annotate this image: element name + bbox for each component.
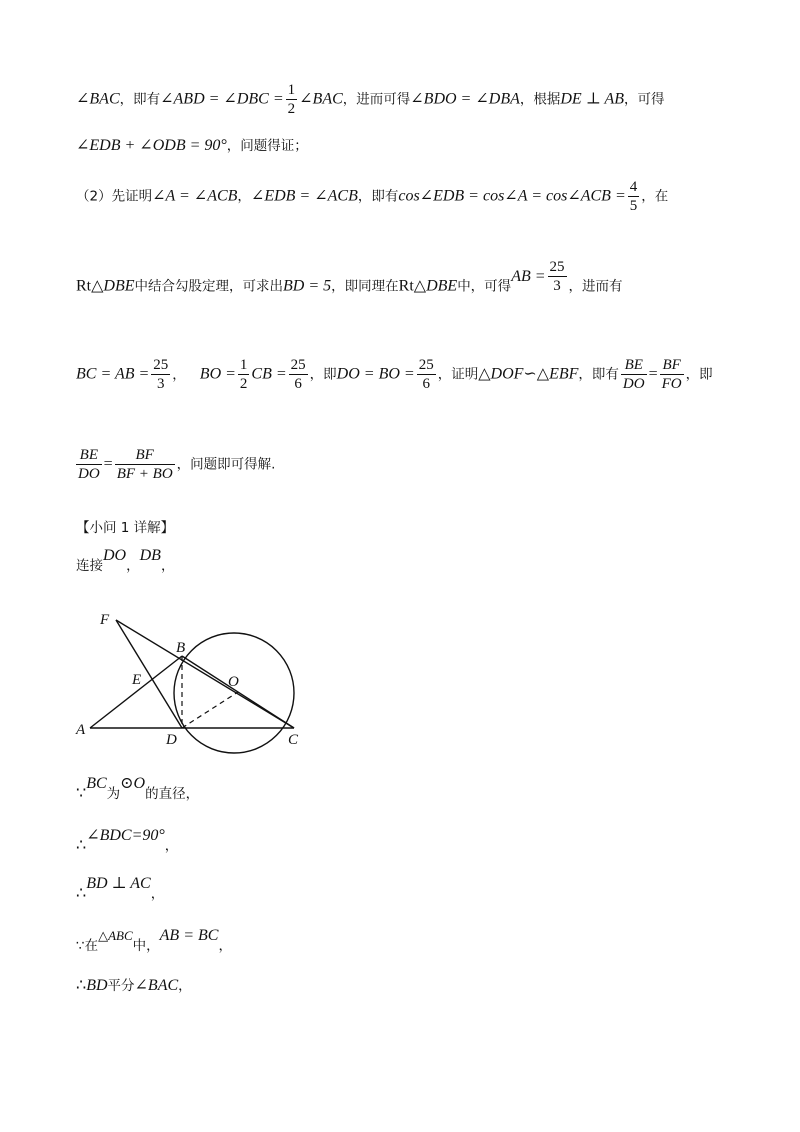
text: ，: [126, 558, 140, 574]
heading-text: 【小问 1 详解】: [76, 520, 175, 536]
math-eq: ∠EDB + ∠ODB = 90°: [76, 137, 227, 154]
text: ，问题即可得解.: [176, 456, 276, 473]
fraction-one-half: [286, 81, 298, 118]
math-triangle: △DBE: [413, 277, 458, 295]
equals: =: [103, 455, 113, 473]
therefore-symbol: ∴: [76, 885, 87, 902]
segment-fc: [116, 620, 294, 728]
denominator: 6: [422, 376, 430, 392]
math-perp: DE ⊥ AB: [560, 90, 624, 108]
math: ∠BDC=90°: [86, 827, 165, 844]
label-f: F: [100, 612, 110, 628]
line-8: [76, 547, 175, 576]
math-eq: BD = 5: [283, 277, 332, 295]
denominator: BF + BO: [116, 466, 173, 482]
text: ，: [160, 558, 175, 574]
line-1: [76, 81, 665, 118]
text: 连接: [76, 558, 103, 574]
math-similar: △DOF∽△EBF: [478, 365, 579, 383]
label-b: B: [176, 640, 186, 656]
fraction-25-3: [548, 258, 567, 295]
numerator: 1: [287, 82, 296, 98]
label-a: A: [76, 722, 86, 738]
text: 中，: [132, 938, 160, 954]
therefore-symbol: ∴: [76, 837, 87, 854]
text: ，可得: [624, 91, 665, 108]
line-11: [76, 875, 165, 904]
numerator: 25: [153, 357, 169, 373]
numerator: BE: [621, 356, 647, 375]
math-eq: BO =: [199, 365, 236, 383]
line-6: [74, 446, 275, 483]
label-d: D: [166, 732, 177, 748]
text: ∵在: [76, 938, 99, 954]
math-eq: BC = AB =: [76, 365, 150, 383]
denominator: DO: [622, 376, 645, 392]
text: ，即有: [578, 366, 619, 383]
text: 的直径，: [145, 786, 200, 802]
section-heading: [76, 518, 174, 538]
text: ，进而可得: [342, 91, 411, 108]
fraction: [76, 446, 102, 483]
text: （2）先证明: [76, 188, 153, 205]
text: ，在: [641, 188, 669, 205]
numerator: 1: [239, 357, 248, 373]
circle-o: [174, 633, 294, 753]
denominator: FO: [661, 376, 682, 392]
math-eq: CB =: [251, 365, 287, 383]
fraction: [621, 356, 647, 393]
math: AB = BC: [159, 927, 219, 944]
text: ，进而有: [568, 278, 623, 295]
text: 平分: [107, 978, 135, 994]
line-10: [76, 827, 179, 856]
fraction-four-fifths: [628, 178, 640, 215]
math: BD: [86, 977, 108, 994]
text: ，: [164, 838, 179, 854]
numerator: 25: [290, 357, 306, 373]
line-5: [76, 356, 713, 393]
numerator: BF: [660, 356, 684, 375]
math-eq: ∠BDO = ∠DBA: [410, 90, 520, 108]
fraction: [660, 356, 684, 393]
line-12: [76, 927, 232, 956]
text: ，即: [685, 366, 713, 383]
label-e: E: [132, 672, 142, 688]
numerator: 4: [629, 179, 638, 195]
math-eq: cos∠EDB = cos∠A = cos∠ACB =: [398, 187, 626, 205]
math-rt: Rt: [76, 277, 92, 295]
denominator: 3: [553, 278, 561, 294]
numerator: BE: [76, 446, 102, 465]
math-circle: ⊙O: [120, 775, 146, 792]
label-c: C: [288, 732, 299, 748]
numerator: 25: [549, 259, 565, 275]
text: ，: [237, 188, 251, 205]
line-4: [76, 259, 623, 305]
math-triangle: △DBE: [91, 277, 135, 295]
segment-ab: [90, 656, 182, 728]
line-13: [76, 976, 192, 996]
math-eq: AB =: [511, 267, 546, 285]
geometry-figure: [70, 604, 330, 754]
text: ，问题得证；: [226, 138, 308, 154]
math-angle-bac: ∠BAC: [76, 90, 120, 108]
denominator: 6: [294, 376, 302, 392]
line-2: [76, 136, 308, 156]
fraction: [238, 356, 250, 393]
text: ，即有: [357, 188, 399, 205]
text: ，即同理在: [331, 278, 399, 295]
text: ，: [150, 886, 165, 902]
fraction: [417, 356, 436, 393]
denominator: 2: [239, 376, 248, 392]
denominator: 2: [287, 101, 296, 117]
denominator: DO: [78, 466, 100, 482]
math-rt: Rt: [398, 277, 414, 295]
fraction: [115, 446, 175, 483]
math-angle: ∠BAC: [299, 90, 343, 108]
text: ，证明: [437, 366, 479, 383]
line-3: [76, 178, 668, 215]
segment-fd: [116, 620, 182, 728]
text: ，即: [309, 366, 337, 383]
because-symbol: ∵: [76, 785, 87, 802]
therefore-symbol: ∴: [76, 977, 87, 994]
denominator: 3: [157, 376, 165, 392]
math-eq: ∠A = ∠ACB: [152, 187, 238, 205]
fraction: [151, 356, 170, 393]
text: ，根据: [519, 91, 561, 108]
equals: =: [648, 365, 658, 383]
numerator: BF: [115, 446, 175, 465]
text: 中结合勾股定理，可求出: [134, 278, 284, 295]
math: BD ⊥ AC: [86, 875, 151, 892]
math: ∠BAC: [134, 977, 179, 994]
math-eq: ∠EDB = ∠ACB: [250, 187, 358, 205]
label-o: O: [228, 674, 239, 690]
text: 中，可得: [457, 278, 512, 295]
text: ，: [218, 938, 232, 954]
text: ，: [172, 366, 186, 383]
denominator: 5: [629, 198, 638, 214]
math: DB: [139, 547, 161, 564]
math: DO: [103, 547, 127, 564]
math: BC: [86, 775, 107, 792]
dashed-do: [182, 692, 238, 728]
fraction: [289, 356, 308, 393]
numerator: 25: [418, 357, 434, 373]
text: ，即有: [119, 91, 161, 108]
math-eq: ∠ABD = ∠DBC =: [160, 90, 284, 108]
text: ，: [178, 978, 192, 994]
math: △ABC: [98, 928, 133, 943]
line-9: [76, 775, 200, 804]
math-eq: DO = BO =: [336, 365, 415, 383]
text: 为: [106, 786, 121, 802]
